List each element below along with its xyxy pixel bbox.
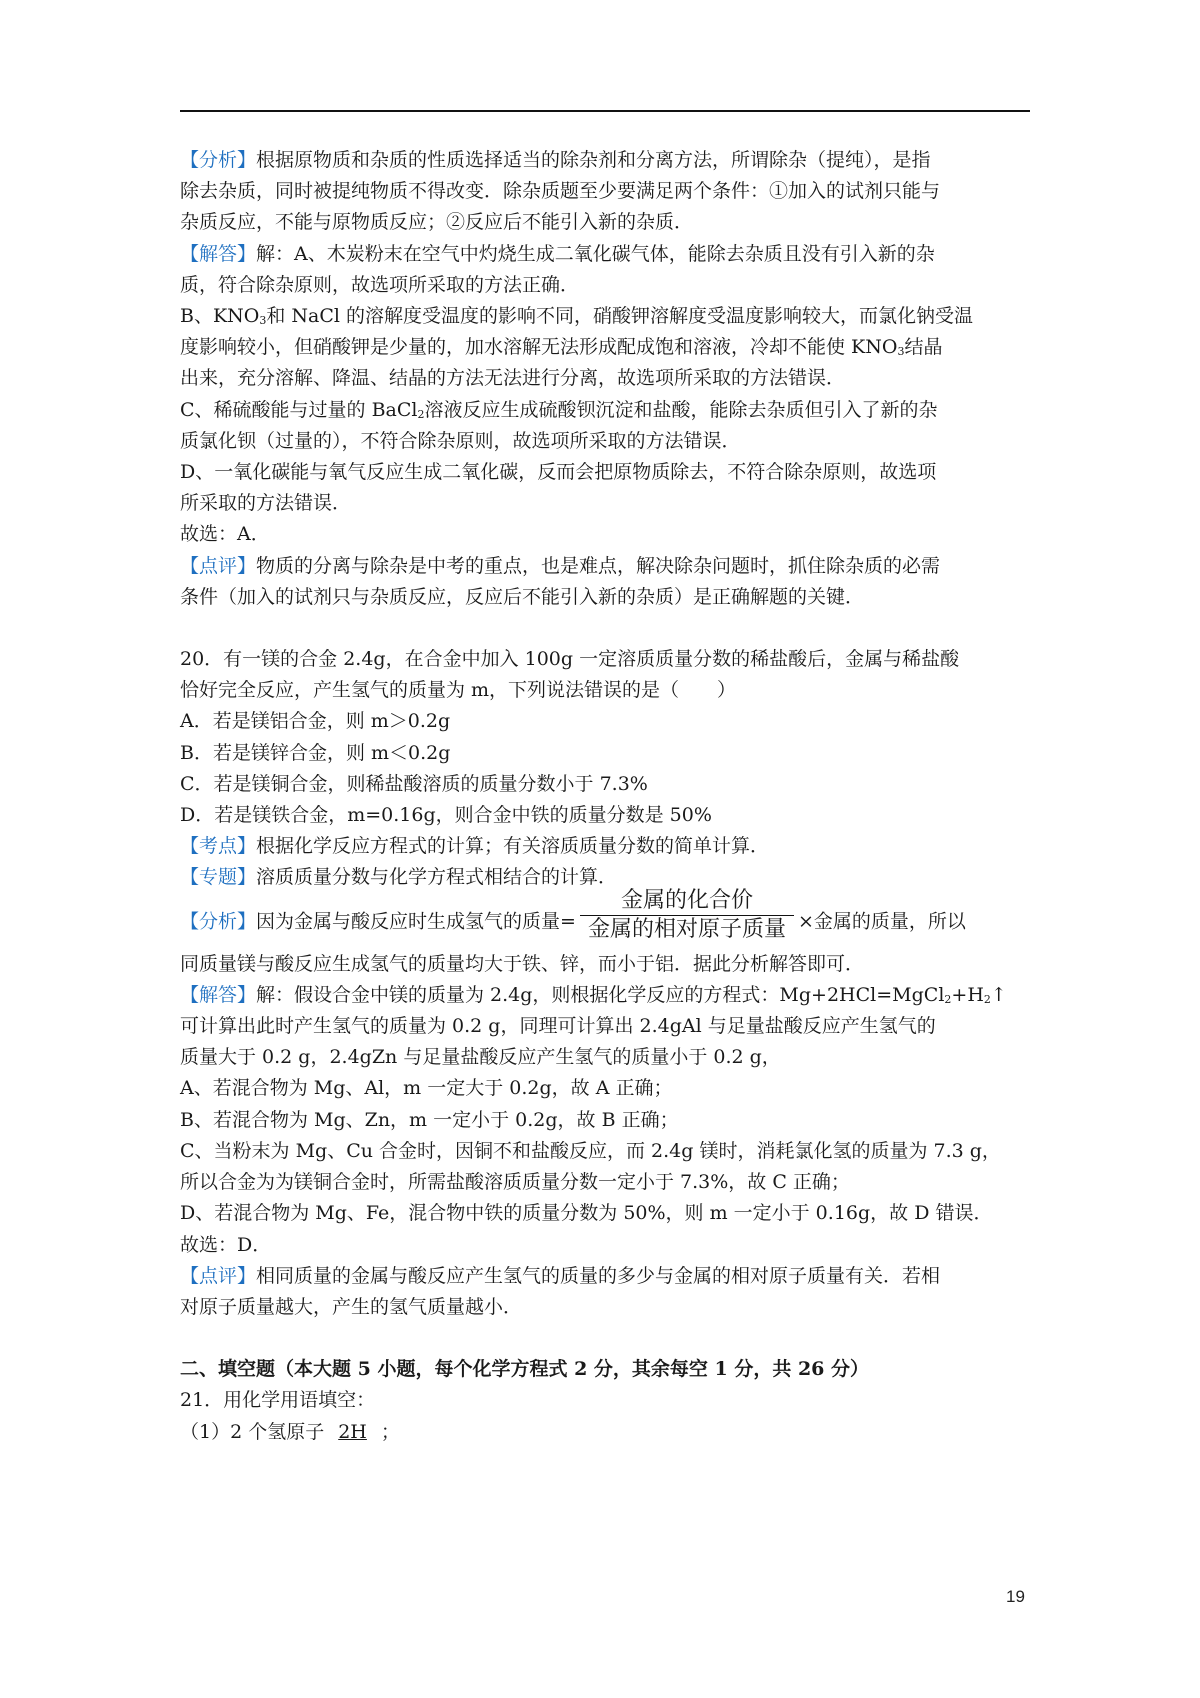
analysis-line: 同质量镁与酸反应生成氢气的质量均大于铁、锌，而小于铝．据此分析解答即可．: [180, 952, 865, 975]
answer-line: 可计算出此时产生氢气的质量为 0.2 g，同理可计算出 2.4gAl 与足量盐酸反应产生氢气的: [180, 1015, 936, 1038]
answer-line: 度影响较小，但硝酸钾是少量的，加水溶解无法形成配成饱和溶液，冷却不能使 $KNO_3$结晶: [180, 336, 943, 359]
analysis-tag: 【分析】: [180, 910, 257, 933]
analysis-tag: 【分析】: [180, 149, 257, 171]
answer-tag: 【解答】: [180, 242, 257, 265]
answer-line: 出来，充分溶解、降温、结晶的方法无法进行分离，故选项所采取的方法错误．: [180, 367, 846, 390]
zhuanti-tag: 【专题】: [180, 866, 257, 889]
answer-line: 所以合金为为镁铜合金时，所需盐酸溶质质量分数一定小于 7.3%，故 C 正确；: [180, 1171, 850, 1194]
question-stem: 20．有一镁的合金 2.4g，在合金中加入 100g 一定溶质质量分数的稀盐酸后，金属与稀盐酸: [180, 648, 960, 671]
answer-line: B、$KNO_3$和 NaCl 的溶解度受温度的影响不同，硝酸钾溶解度受温度影响较大，而氯化钠受温: [180, 305, 974, 328]
option-d: D．若是镁铁合金，m=0.16g，则合金中铁的质量分数是 50%: [180, 804, 712, 827]
spacer: [180, 1323, 1040, 1354]
answer-line: 质氯化钡（过量的），不符合除杂原则，故选项所采取的方法错误．: [180, 429, 741, 452]
option-a: A．若是镁铝合金，则 m＞0.2g: [180, 710, 451, 733]
question-stem: 恰好完全反应，产生氢气的质量为 m，下列说法错误的是（ ）: [180, 679, 737, 702]
answer-tag: 【解答】: [180, 983, 257, 1006]
kaodian-tag: 【考点】: [180, 835, 257, 858]
answer-line: 质量大于 0.2 g，2.4gZn 与足量盐酸反应产生氢气的质量小于 0.2 g，: [180, 1046, 781, 1069]
fraction-denominator: 金属的相对原子质量: [587, 916, 786, 942]
answer-line: 质，符合除杂原则，故选项所采取的方法正确．: [180, 273, 580, 296]
header-rule: [180, 110, 1030, 112]
answer-line: C、稀硫酸能与过量的 BaCl$_2$溶液反应生成硫酸钡沉淀和盐酸，能除去杂质但引入了新的杂: [180, 398, 938, 421]
page-number: 19: [1006, 1587, 1025, 1606]
option-c: C．若是镁铜合金，则稀盐酸溶质的质量分数小于 7.3%: [180, 772, 648, 795]
sub-question: （1）2 个氢原子 2H ；: [180, 1420, 400, 1443]
filled-answer: 2H: [338, 1420, 367, 1443]
section-heading: 二、填空题（本大题 5 小题，每个化学方程式 2 分，其余每空 1 分，共 26 分）: [180, 1358, 870, 1381]
choice-line: 故选：A．: [180, 523, 270, 546]
fraction: [580, 888, 794, 943]
review-tag: 【点评】: [180, 554, 257, 577]
answer-line: 【解答】解：A、木炭粉末在空气中灼烧生成二氧化碳气体，能除去杂质且没有引入新的杂: [180, 242, 935, 265]
spacer: [180, 613, 1040, 644]
question-stem: 21．用化学用语填空：: [180, 1389, 376, 1412]
answer-line: D、一氧化碳能与氧气反应生成二氧化碳，反而会把原物质除去，不符合除杂原则，故选项: [180, 461, 937, 484]
answer-line: C、当粉末为 Mg、Cu 合金时，因铜不和盐酸反应，而 2.4g 镁时，消耗氯化氢的质量为 7.3 g，: [180, 1139, 1001, 1162]
analysis-line: 【分析】因为金属与酸反应时生成氢气的质量= $\frac{\text{金属的化合价}}{\text{金属的相对原子质量}}$ ×金属的质量，所以: [180, 887, 966, 942]
review-line: 条件（加入的试剂只与杂质反应，反应后不能引入新的杂质）是正确解题的关键．: [180, 585, 865, 608]
answer-line: A、若混合物为 Mg、Al，m 一定大于 0.2g，故 A 正确；: [180, 1077, 673, 1100]
analysis-line: 杂质反应，不能与原物质反应；②反应后不能引入新的杂质．: [180, 211, 694, 234]
review-line: 【点评】物质的分离与除杂是中考的重点，也是难点，解决除杂问题时，抓住除杂质的必需: [180, 554, 941, 577]
answer-line: 【解答】解：假设合金中镁的质量为 2.4g，则根据化学反应的方程式：$Mg+2HCl=MgCl_2+H_2↑$: [180, 983, 1007, 1006]
review-line: 【点评】相同质量的金属与酸反应产生氢气的质量的多少与金属的相对原子质量有关．若相: [180, 1264, 941, 1287]
review-tag: 【点评】: [180, 1264, 257, 1287]
analysis-line: 除去杂质，同时被提纯物质不得改变．除杂质题至少要满足两个条件：①加入的试剂只能与: [180, 180, 941, 203]
zhuanti-line: 【专题】溶质质量分数与化学方程式相结合的计算．: [180, 866, 618, 889]
choice-line: 故选：D．: [180, 1233, 272, 1256]
answer-line: B、若混合物为 Mg、Zn，m 一定小于 0.2g，故 B 正确；: [180, 1108, 679, 1131]
answer-line: 所采取的方法错误．: [180, 492, 352, 515]
page-content: [180, 145, 1040, 1448]
fraction-numerator: 金属的化合价: [580, 888, 794, 916]
analysis-line: 【分析】根据原物质和杂质的性质选择适当的除杂剂和分离方法，所谓除杂（提纯），是指: [180, 149, 931, 171]
review-line: 对原子质量越大，产生的氢气质量越小．: [180, 1295, 523, 1318]
kaodian-line: 【考点】根据化学反应方程式的计算；有关溶质质量分数的简单计算．: [180, 835, 770, 858]
answer-line: D、若混合物为 Mg、Fe，混合物中铁的质量分数为 50%，则 m 一定小于 0.16g，故 D 错误．: [180, 1202, 993, 1225]
option-b: B．若是镁锌合金，则 m＜0.2g: [180, 741, 451, 764]
